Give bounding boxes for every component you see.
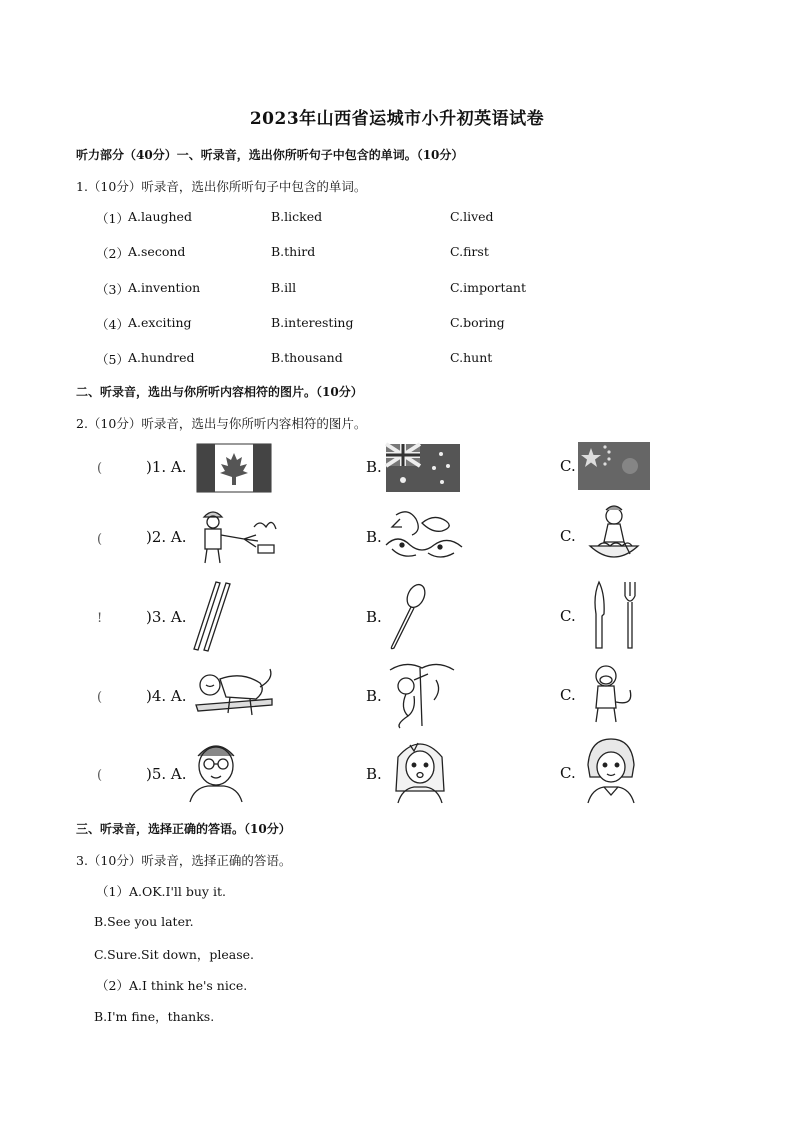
option-b[interactable]: B.third: [271, 244, 316, 259]
china-flag-icon[interactable]: [578, 442, 650, 490]
option-b[interactable]: B.ill: [271, 280, 297, 295]
answer-bracket[interactable]: (: [97, 461, 103, 476]
spoon-icon[interactable]: [386, 582, 430, 650]
label-a: )5. A.: [146, 765, 187, 783]
label-a: )1. A.: [146, 458, 187, 476]
australia-flag-icon[interactable]: [386, 444, 460, 492]
question-2: 2.（10分）听录音，选出与你所听内容相符的图片。: [76, 416, 367, 431]
girl-short-hair-icon[interactable]: [582, 737, 640, 803]
option-a[interactable]: A.second: [128, 244, 186, 259]
answer-line[interactable]: B.See you later.: [94, 914, 194, 929]
label-a: )3. A.: [146, 608, 187, 626]
label-b: B.: [366, 608, 382, 626]
label-c: C.: [560, 686, 576, 704]
answer-bracket[interactable]: (: [97, 532, 103, 547]
chopsticks-icon[interactable]: [190, 580, 234, 652]
item-number: （5）: [96, 352, 129, 367]
option-b[interactable]: B.licked: [271, 209, 323, 224]
section-3-header: 三、听录音，选择正确的答语。（10分）: [76, 822, 291, 836]
answer-bracket[interactable]: (: [97, 690, 103, 705]
section-1-header: 听力部分（40分）一、听录音，选出你所听句子中包含的单词。（10分）: [76, 148, 464, 162]
option-c[interactable]: C.first: [450, 244, 489, 259]
answer-line[interactable]: （2）A.I think he's nice.: [96, 978, 248, 993]
label-b: B.: [366, 528, 382, 546]
label-a: )2. A.: [146, 528, 187, 546]
answer-bracket[interactable]: !: [97, 611, 103, 626]
item-number: （4）: [96, 317, 129, 332]
label-c: C.: [560, 607, 576, 625]
answer-line[interactable]: C.Sure.Sit down，please.: [94, 947, 255, 962]
label-c: C.: [560, 764, 576, 782]
canada-flag-icon[interactable]: [197, 444, 271, 492]
sleeping-monkey-icon[interactable]: [196, 665, 274, 721]
item-number: （1）: [96, 211, 129, 226]
item-number: （3）: [96, 282, 129, 297]
answer-line[interactable]: （1）A.OK.I'll buy it.: [96, 884, 226, 899]
option-c[interactable]: C.boring: [450, 315, 505, 330]
answer-line[interactable]: B.I'm fine，thanks.: [94, 1009, 215, 1024]
label-b: B.: [366, 765, 382, 783]
label-b: B.: [366, 687, 382, 705]
monkey-standing-icon[interactable]: [584, 662, 640, 726]
question-3: 3.（10分）听录音，选择正确的答语。: [76, 853, 292, 868]
option-c[interactable]: C.hunt: [450, 350, 493, 365]
monkey-tree-icon[interactable]: [386, 660, 458, 728]
option-c[interactable]: C.important: [450, 280, 526, 295]
page-title: 2023年山西省运城市小升初英语试卷: [249, 109, 545, 129]
label-c: C.: [560, 527, 576, 545]
option-b[interactable]: B.thousand: [271, 350, 343, 365]
item-number: （2）: [96, 246, 129, 261]
option-a[interactable]: A.hundred: [128, 350, 195, 365]
girl-long-hair-icon[interactable]: [392, 737, 448, 803]
question-1: 1.（10分）听录音，选出你所听句子中包含的单词。: [76, 179, 367, 194]
answer-bracket[interactable]: (: [97, 768, 103, 783]
option-b[interactable]: B.interesting: [271, 315, 354, 330]
knife-fork-icon[interactable]: [585, 580, 645, 650]
animals-icon[interactable]: [382, 505, 466, 565]
firefighter-icon[interactable]: [196, 505, 280, 565]
option-c[interactable]: C.lived: [450, 209, 494, 224]
boy-glasses-icon[interactable]: [186, 738, 246, 804]
section-2-header: 二、听录音，选出与你所听内容相符的图片。（10分）: [76, 385, 363, 399]
option-a[interactable]: A.laughed: [128, 209, 192, 224]
option-a[interactable]: A.invention: [128, 280, 201, 295]
girl-washing-icon[interactable]: [584, 502, 646, 568]
label-c: C.: [560, 457, 576, 475]
option-a[interactable]: A.exciting: [128, 315, 192, 330]
label-a: )4. A.: [146, 687, 187, 705]
label-b: B.: [366, 458, 382, 476]
